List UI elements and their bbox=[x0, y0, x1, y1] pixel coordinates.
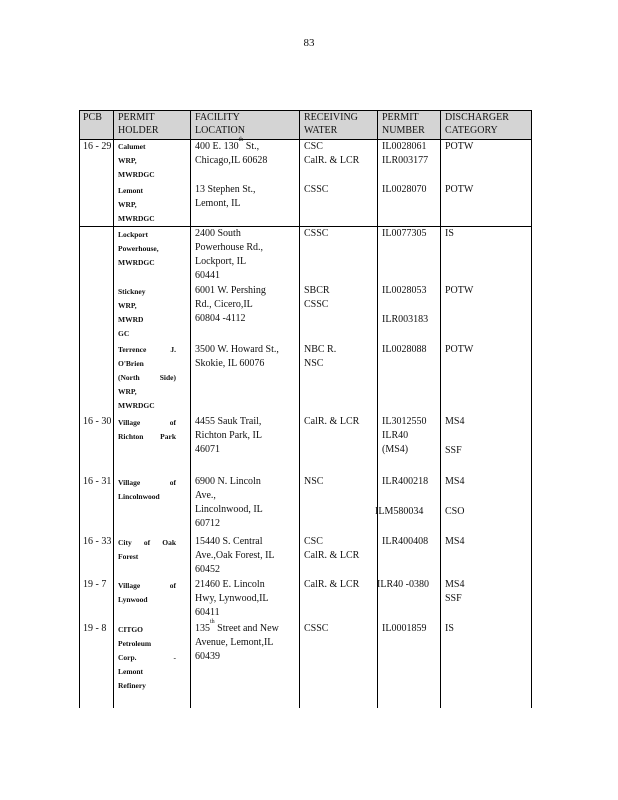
column-rule bbox=[377, 110, 378, 708]
header-line: LOCATION bbox=[195, 125, 245, 136]
location-line: Lemont, IL bbox=[195, 198, 241, 209]
receiving-water: CalR. & LCR bbox=[304, 416, 360, 427]
water-line: CSSC bbox=[304, 299, 329, 310]
permit-holder bbox=[118, 228, 186, 270]
permit-number: IL0028088 bbox=[382, 344, 427, 355]
holder-line: WRP, bbox=[118, 200, 137, 209]
holder-line: Forest bbox=[118, 552, 139, 561]
facility-location bbox=[195, 227, 295, 283]
header-pcb: PCB bbox=[83, 112, 102, 123]
location-line: 13 Stephen St., bbox=[195, 184, 256, 195]
water-line: SBCR bbox=[304, 285, 330, 296]
permit-line: IL0028061 bbox=[382, 141, 427, 152]
column-rule bbox=[190, 110, 191, 708]
holder-line: Corp. - bbox=[118, 653, 176, 662]
facility-location bbox=[195, 183, 295, 211]
permit-holder bbox=[118, 140, 186, 182]
holder-line: MWRDGC bbox=[118, 401, 155, 410]
permit-number: IL0028070 bbox=[382, 184, 427, 195]
location-line: 60712 bbox=[195, 518, 220, 529]
holder-line: Calumet bbox=[118, 142, 146, 151]
permit-number: IL0077305 bbox=[382, 228, 427, 239]
discharger-category: MS4 bbox=[445, 536, 465, 547]
pcb-number: 16 - 30 bbox=[83, 416, 112, 427]
permit-number: ILR400218 bbox=[382, 476, 429, 487]
discharger-category: POTW bbox=[445, 344, 474, 355]
discharger-category: IS bbox=[445, 623, 454, 634]
water-line: NBC R. bbox=[304, 344, 337, 355]
pcb-number: 16 - 29 bbox=[83, 141, 112, 152]
header-line: PERMIT bbox=[382, 112, 419, 123]
holder-line: O'Brien bbox=[118, 359, 144, 368]
holder-line: Stickney bbox=[118, 287, 146, 296]
water-line: CalR. & LCR bbox=[304, 155, 360, 166]
facility-location bbox=[195, 415, 295, 457]
holder-line: MWRD bbox=[118, 315, 144, 324]
column-rule bbox=[440, 110, 441, 708]
location-line: Powerhouse Rd., bbox=[195, 242, 264, 253]
discharger-category bbox=[445, 578, 464, 606]
facility-location bbox=[195, 284, 295, 326]
location-text: 400 E. 130 bbox=[195, 141, 239, 152]
location-line: Ave.,Oak Forest, IL bbox=[195, 550, 275, 561]
pcb-number: 19 - 7 bbox=[83, 579, 107, 590]
holder-line: WRP, bbox=[118, 387, 137, 396]
location-line: 60441 bbox=[195, 270, 220, 281]
permit-table bbox=[79, 110, 531, 708]
location-line: 6900 N. Lincoln bbox=[195, 476, 261, 487]
header-permit-number bbox=[382, 111, 425, 137]
location-line: 3500 W. Howard St., bbox=[195, 344, 279, 355]
header-line: WATER bbox=[304, 125, 338, 136]
water-line: CSC bbox=[304, 141, 323, 152]
location-line: 60439 bbox=[195, 651, 220, 662]
discharger-category: POTW bbox=[445, 141, 474, 152]
location-line: Avenue, Lemont,IL bbox=[195, 637, 274, 648]
location-line: 60411 bbox=[195, 607, 220, 618]
permit-holder bbox=[118, 184, 186, 226]
receiving-water bbox=[304, 284, 330, 312]
holder-line: City of Oak bbox=[118, 538, 176, 547]
permit-holder bbox=[118, 579, 176, 607]
location-line: 4455 Sauk Trail, bbox=[195, 416, 262, 427]
permit-number: ILR400408 bbox=[382, 536, 429, 547]
header-line: CATEGORY bbox=[445, 125, 498, 136]
header-discharger-category bbox=[445, 111, 509, 137]
facility-location bbox=[195, 619, 295, 664]
holder-line: WRP, bbox=[118, 156, 137, 165]
column-rule bbox=[113, 110, 114, 708]
location-line: 6001 W. Pershing bbox=[195, 285, 266, 296]
page-number: 83 bbox=[303, 37, 315, 49]
header-line: HOLDER bbox=[118, 125, 159, 136]
permit-holder bbox=[118, 416, 176, 444]
header-line: NUMBER bbox=[382, 125, 425, 136]
discharger-category: CSO bbox=[445, 506, 465, 517]
location-line: Hwy, Lynwood,IL bbox=[195, 593, 269, 604]
holder-line: Refinery bbox=[118, 681, 146, 690]
permit-holder bbox=[118, 623, 176, 693]
receiving-water: CSSC bbox=[304, 184, 329, 195]
header-facility-location bbox=[195, 111, 245, 137]
location-line: Rd., Cicero,IL bbox=[195, 299, 253, 310]
discharger-category: POTW bbox=[445, 184, 474, 195]
pcb-number: 19 - 8 bbox=[83, 623, 107, 634]
location-line bbox=[195, 619, 295, 636]
receiving-water: CalR. & LCR bbox=[304, 579, 360, 590]
holder-line: Lemont bbox=[118, 667, 143, 676]
ordinal-suffix: th bbox=[210, 619, 215, 625]
location-line: 46071 bbox=[195, 444, 220, 455]
category-line: SSF bbox=[445, 593, 462, 604]
permit-number bbox=[382, 415, 426, 457]
discharger-category: SSF bbox=[445, 445, 462, 456]
holder-line: Village of bbox=[118, 581, 176, 590]
location-line: Skokie, IL 60076 bbox=[195, 358, 265, 369]
receiving-water bbox=[304, 140, 359, 168]
permit-number: IL0028053 bbox=[382, 285, 427, 296]
permit-number bbox=[382, 140, 428, 168]
holder-line: Richton Park bbox=[118, 432, 176, 441]
facility-location bbox=[195, 137, 295, 168]
location-line: 60452 bbox=[195, 564, 220, 575]
location-line bbox=[195, 137, 295, 154]
holder-line: MWRDGC bbox=[118, 214, 155, 223]
facility-location bbox=[195, 578, 295, 620]
column-rule bbox=[299, 110, 300, 708]
location-line: Lincolnwood, IL bbox=[195, 504, 263, 515]
location-line: Ave., bbox=[195, 490, 216, 501]
permit-holder bbox=[118, 476, 176, 504]
facility-location bbox=[195, 535, 295, 577]
permit-holder bbox=[118, 343, 176, 413]
location-line: 21460 E. Lincoln bbox=[195, 579, 265, 590]
facility-location bbox=[195, 475, 295, 531]
holder-line: Lockport bbox=[118, 230, 148, 239]
permit-number: ILR40 -0380 bbox=[377, 579, 429, 590]
receiving-water: CSSC bbox=[304, 228, 329, 239]
holder-line: GC bbox=[118, 329, 130, 338]
category-line: MS4 bbox=[445, 579, 465, 590]
receiving-water: NSC bbox=[304, 476, 324, 487]
permit-holder bbox=[118, 536, 176, 564]
holder-line: MWRDGC bbox=[118, 170, 155, 179]
column-rule bbox=[531, 110, 532, 708]
header-line: RECEIVING bbox=[304, 112, 358, 123]
water-line: CSC bbox=[304, 536, 323, 547]
holder-line: Petroleum bbox=[118, 639, 152, 648]
receiving-water bbox=[304, 343, 336, 371]
location-text: St., bbox=[243, 141, 260, 152]
permit-number: ILM580034 bbox=[375, 506, 424, 517]
header-receiving-water bbox=[304, 111, 358, 137]
holder-line: Village of bbox=[118, 478, 176, 487]
location-line: 15440 S. Central bbox=[195, 536, 263, 547]
permit-number: ILR003183 bbox=[382, 314, 429, 325]
holder-line: Village of bbox=[118, 418, 176, 427]
holder-line: (North Side) bbox=[118, 373, 176, 382]
pcb-number: 16 - 33 bbox=[83, 536, 112, 547]
permit-line: (MS4) bbox=[382, 444, 409, 455]
location-text: 135 bbox=[195, 623, 210, 634]
permit-line: ILR40 bbox=[382, 430, 409, 441]
discharger-category: MS4 bbox=[445, 476, 465, 487]
header-line: FACILITY bbox=[195, 112, 240, 123]
receiving-water bbox=[304, 535, 359, 563]
permit-line: ILR003177 bbox=[382, 155, 429, 166]
discharger-category: IS bbox=[445, 228, 454, 239]
holder-line: Lemont bbox=[118, 186, 143, 195]
permit-line: IL3012550 bbox=[382, 416, 427, 427]
ordinal-suffix: th bbox=[238, 137, 244, 143]
receiving-water: CSSC bbox=[304, 623, 329, 634]
location-line: 2400 South bbox=[195, 228, 241, 239]
header-line: DISCHARGER bbox=[445, 112, 509, 123]
location-text: Street and New bbox=[214, 623, 279, 634]
pcb-number: 16 - 31 bbox=[83, 476, 112, 487]
header-permit-holder bbox=[118, 111, 159, 137]
holder-line: Powerhouse, bbox=[118, 244, 159, 253]
discharger-category: MS4 bbox=[445, 416, 465, 427]
location-line: 60804 -4112 bbox=[195, 313, 246, 324]
water-line: NSC bbox=[304, 358, 324, 369]
header-line: PERMIT bbox=[118, 112, 155, 123]
holder-line: Terrence J. bbox=[118, 345, 176, 354]
holder-line: CITGO bbox=[118, 625, 144, 634]
holder-line: Lincolnwood bbox=[118, 492, 160, 501]
holder-line: Lynwood bbox=[118, 595, 148, 604]
discharger-category: POTW bbox=[445, 285, 474, 296]
column-rule bbox=[79, 110, 80, 708]
location-line: Richton Park, IL bbox=[195, 430, 262, 441]
location-line: Lockport, IL bbox=[195, 256, 247, 267]
water-line: CalR. & LCR bbox=[304, 550, 360, 561]
permit-number: IL0001859 bbox=[382, 623, 427, 634]
permit-holder bbox=[118, 285, 186, 341]
holder-line: MWRDGC bbox=[118, 258, 155, 267]
facility-location bbox=[195, 343, 295, 371]
location-line: Chicago,IL 60628 bbox=[195, 155, 268, 166]
holder-line: WRP, bbox=[118, 301, 137, 310]
